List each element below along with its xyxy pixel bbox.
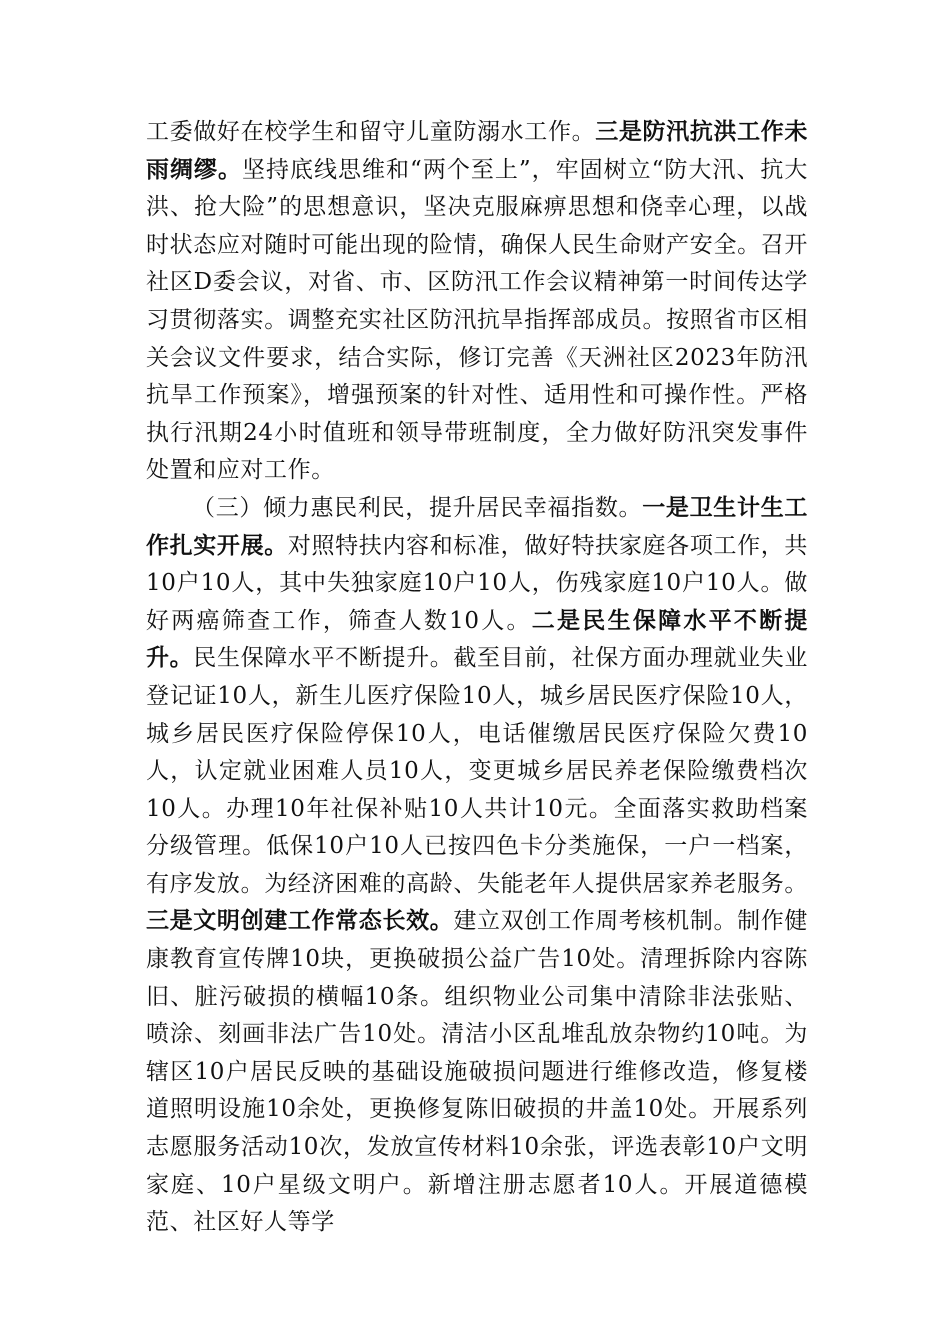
paragraph-flood-control: [146, 114, 808, 490]
bold-heading-security: 二是民生保障水平不断提升。: [146, 607, 808, 672]
paragraph-livelihood: [146, 490, 808, 1242]
paragraph-text: 民生保障水平不断提升。截至目前，社保方面办理就业失业登记证10人，新生儿医疗保险10人，城乡居民医疗保险10人，城乡居民医疗保险停保10人，电话催缴居民医疗保险欠费10人，认定就业困难人员10人，变更城乡居民养老保险缴费档次10人。办理10年社保补贴10人共计10元。全面落实救助档案分级管理。低保10户10人已按四色卡分类施保，一户一档案，有序发放。为经济困难的高龄、失能老年人提供居家养老服务。: [146, 645, 808, 897]
bold-heading-civilization: 三是文明创建工作常态长效。: [146, 908, 454, 935]
document-body: [146, 114, 808, 1242]
bold-heading-health: 一是卫生计生工作扎实开展。: [146, 494, 808, 559]
paragraph-text: 对照特扶内容和标准，做好特扶家庭各项工作，共10户10人，其中失独家庭10户10人，伤残家庭10户10人。做好两癌筛查工作，筛查人数10人。: [146, 532, 808, 634]
paragraph-text: 工委做好在校学生和留守儿童防溺水工作。: [146, 119, 596, 145]
section-heading: （三）倾力惠民利民，提升居民幸福指数。: [192, 494, 643, 521]
bold-heading-flood-control: 三是防汛抗洪工作未雨绸缪。: [146, 119, 809, 183]
paragraph-text: 坚持底线思维和“两个至上”，牢固树立“防大汛、抗大洪、抢大险”的思想意识，坚决克服麻痹思想和侥幸心理，以战时状态应对随时可能出现的险情，确保人民生命财产安全。召开社区D委会议，对省、市、区防汛工作会议精神第一时间传达学习贯彻落实。调整充实社区防汛抗旱指挥部成员。按照省市区相关会议文件要求，结合实际，修订完善《天洲社区2023年防汛抗旱工作预案》，增强预案的针对性、适用性和可操作性。严格执行汛期24小时值班和领导带班制度，全力做好防汛突发事件处置和应对工作。: [146, 156, 809, 484]
paragraph-text: 建立双创工作周考核机制。制作健康教育宣传牌10块，更换破损公益广告10处。清理拆除内容陈旧、脏污破损的横幅10条。组织物业公司集中清除非法张贴、喷涂、刻画非法广告10处。清洁小区乱堆乱放杂物约10吨。为辖区10户居民反映的基础设施破损问题进行维修改造，修复楼道照明设施10余处，更换修复陈旧破损的井盖10处。开展系列志愿服务活动10次，发放宣传材料10余张，评选表彰10户文明家庭、10户星级文明户。新增注册志愿者10人。开展道德模范、社区好人等学: [146, 908, 808, 1236]
